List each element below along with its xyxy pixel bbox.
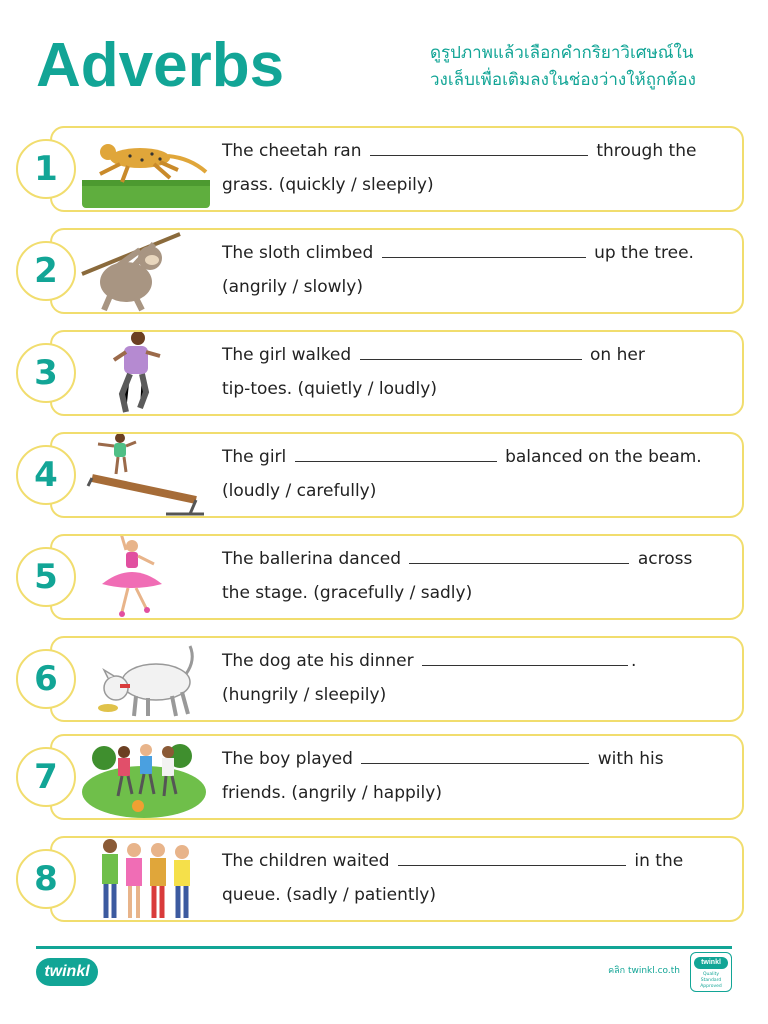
exercise-sentence: [222, 134, 722, 202]
exercise-sentence: [222, 644, 722, 712]
question-number: 6: [16, 649, 76, 709]
sentence-end: in the: [634, 851, 684, 871]
instruction-line-2: วงเล็บเพื่อเติมลงในช่องว่างให้ถูกต้อง: [430, 70, 696, 90]
answer-blank[interactable]: [409, 546, 629, 564]
exercise-row: [0, 126, 768, 212]
instructions: [430, 40, 750, 94]
footer-link[interactable]: คลิก twinkl.co.th: [608, 966, 680, 976]
sentence-end: across: [637, 549, 693, 569]
sentence-start: The girl walked: [222, 345, 352, 365]
sentence-start: The dog ate his dinner: [222, 651, 414, 671]
question-number: 1: [16, 139, 76, 199]
question-number: 3: [16, 343, 76, 403]
exercise-sentence: [222, 742, 722, 810]
balance-beam-picture: [80, 434, 210, 516]
sentence-options: (hungrily / sleepily): [222, 685, 387, 705]
footer-divider: [36, 946, 732, 949]
sentence-end: with his: [597, 749, 664, 769]
answer-blank[interactable]: [422, 648, 628, 666]
sentence-start: The cheetah ran: [222, 141, 362, 161]
instruction-line-1: ดูรูปภาพแล้วเลือกคำกริยาวิเศษณ์ใน: [430, 43, 694, 63]
answer-blank[interactable]: [360, 342, 582, 360]
sentence-options: queue. (sadly / patiently): [222, 885, 436, 905]
sentence-start: The ballerina danced: [222, 549, 402, 569]
sentence-start: The boy played: [222, 749, 353, 769]
question-number: 4: [16, 445, 76, 505]
sentence-end: up the tree.: [594, 243, 694, 263]
exercise-row: [0, 836, 768, 922]
exercise-row: [0, 432, 768, 518]
exercise-sentence: [222, 338, 722, 406]
sentence-options: grass. (quickly / sleepily): [222, 175, 434, 195]
badge-text: Quality Standard Approved: [700, 972, 722, 989]
sentence-options: (angrily / slowly): [222, 277, 363, 297]
cheetah-picture: [80, 128, 210, 210]
answer-blank[interactable]: [398, 848, 626, 866]
answer-blank[interactable]: [382, 240, 586, 258]
question-number: 2: [16, 241, 76, 301]
exercise-sentence: [222, 236, 722, 304]
answer-blank[interactable]: [361, 746, 589, 764]
exercise-sentence: [222, 440, 722, 508]
exercise-row: [0, 330, 768, 416]
sloth-picture: [80, 230, 210, 312]
sentence-end: through the: [596, 141, 697, 161]
exercise-sentence: [222, 844, 722, 912]
queue-children-picture: [80, 838, 210, 920]
exercise-row: [0, 636, 768, 722]
sentence-options: friends. (angrily / happily): [222, 783, 442, 803]
badge-logo: twinkl: [694, 957, 728, 969]
sentence-options: (loudly / carefully): [222, 481, 377, 501]
answer-blank[interactable]: [295, 444, 497, 462]
question-number: 7: [16, 747, 76, 807]
sentence-options: tip-toes. (quietly / loudly): [222, 379, 437, 399]
ballerina-picture: [80, 536, 210, 618]
page-title: Adverbs: [36, 31, 285, 100]
dog-picture: [80, 638, 210, 720]
exercise-sentence: [222, 542, 722, 610]
sentence-options: the stage. (gracefully / sadly): [222, 583, 473, 603]
sentence-start: The children waited: [222, 851, 390, 871]
sentence-start: The sloth climbed: [222, 243, 374, 263]
twinkl-logo[interactable]: twinkl: [36, 958, 98, 986]
exercise-row: [0, 734, 768, 820]
exercise-row: [0, 228, 768, 314]
question-number: 8: [16, 849, 76, 909]
sentence-end: balanced on the beam.: [505, 447, 702, 467]
question-number: 5: [16, 547, 76, 607]
exercise-row: [0, 534, 768, 620]
sentence-end: .: [631, 651, 637, 671]
tiptoe-girl-picture: [80, 332, 210, 414]
playing-children-picture: [80, 736, 210, 818]
sentence-end: on her: [590, 345, 645, 365]
quality-badge: [690, 952, 732, 992]
sentence-start: The girl: [222, 447, 287, 467]
answer-blank[interactable]: [370, 138, 588, 156]
